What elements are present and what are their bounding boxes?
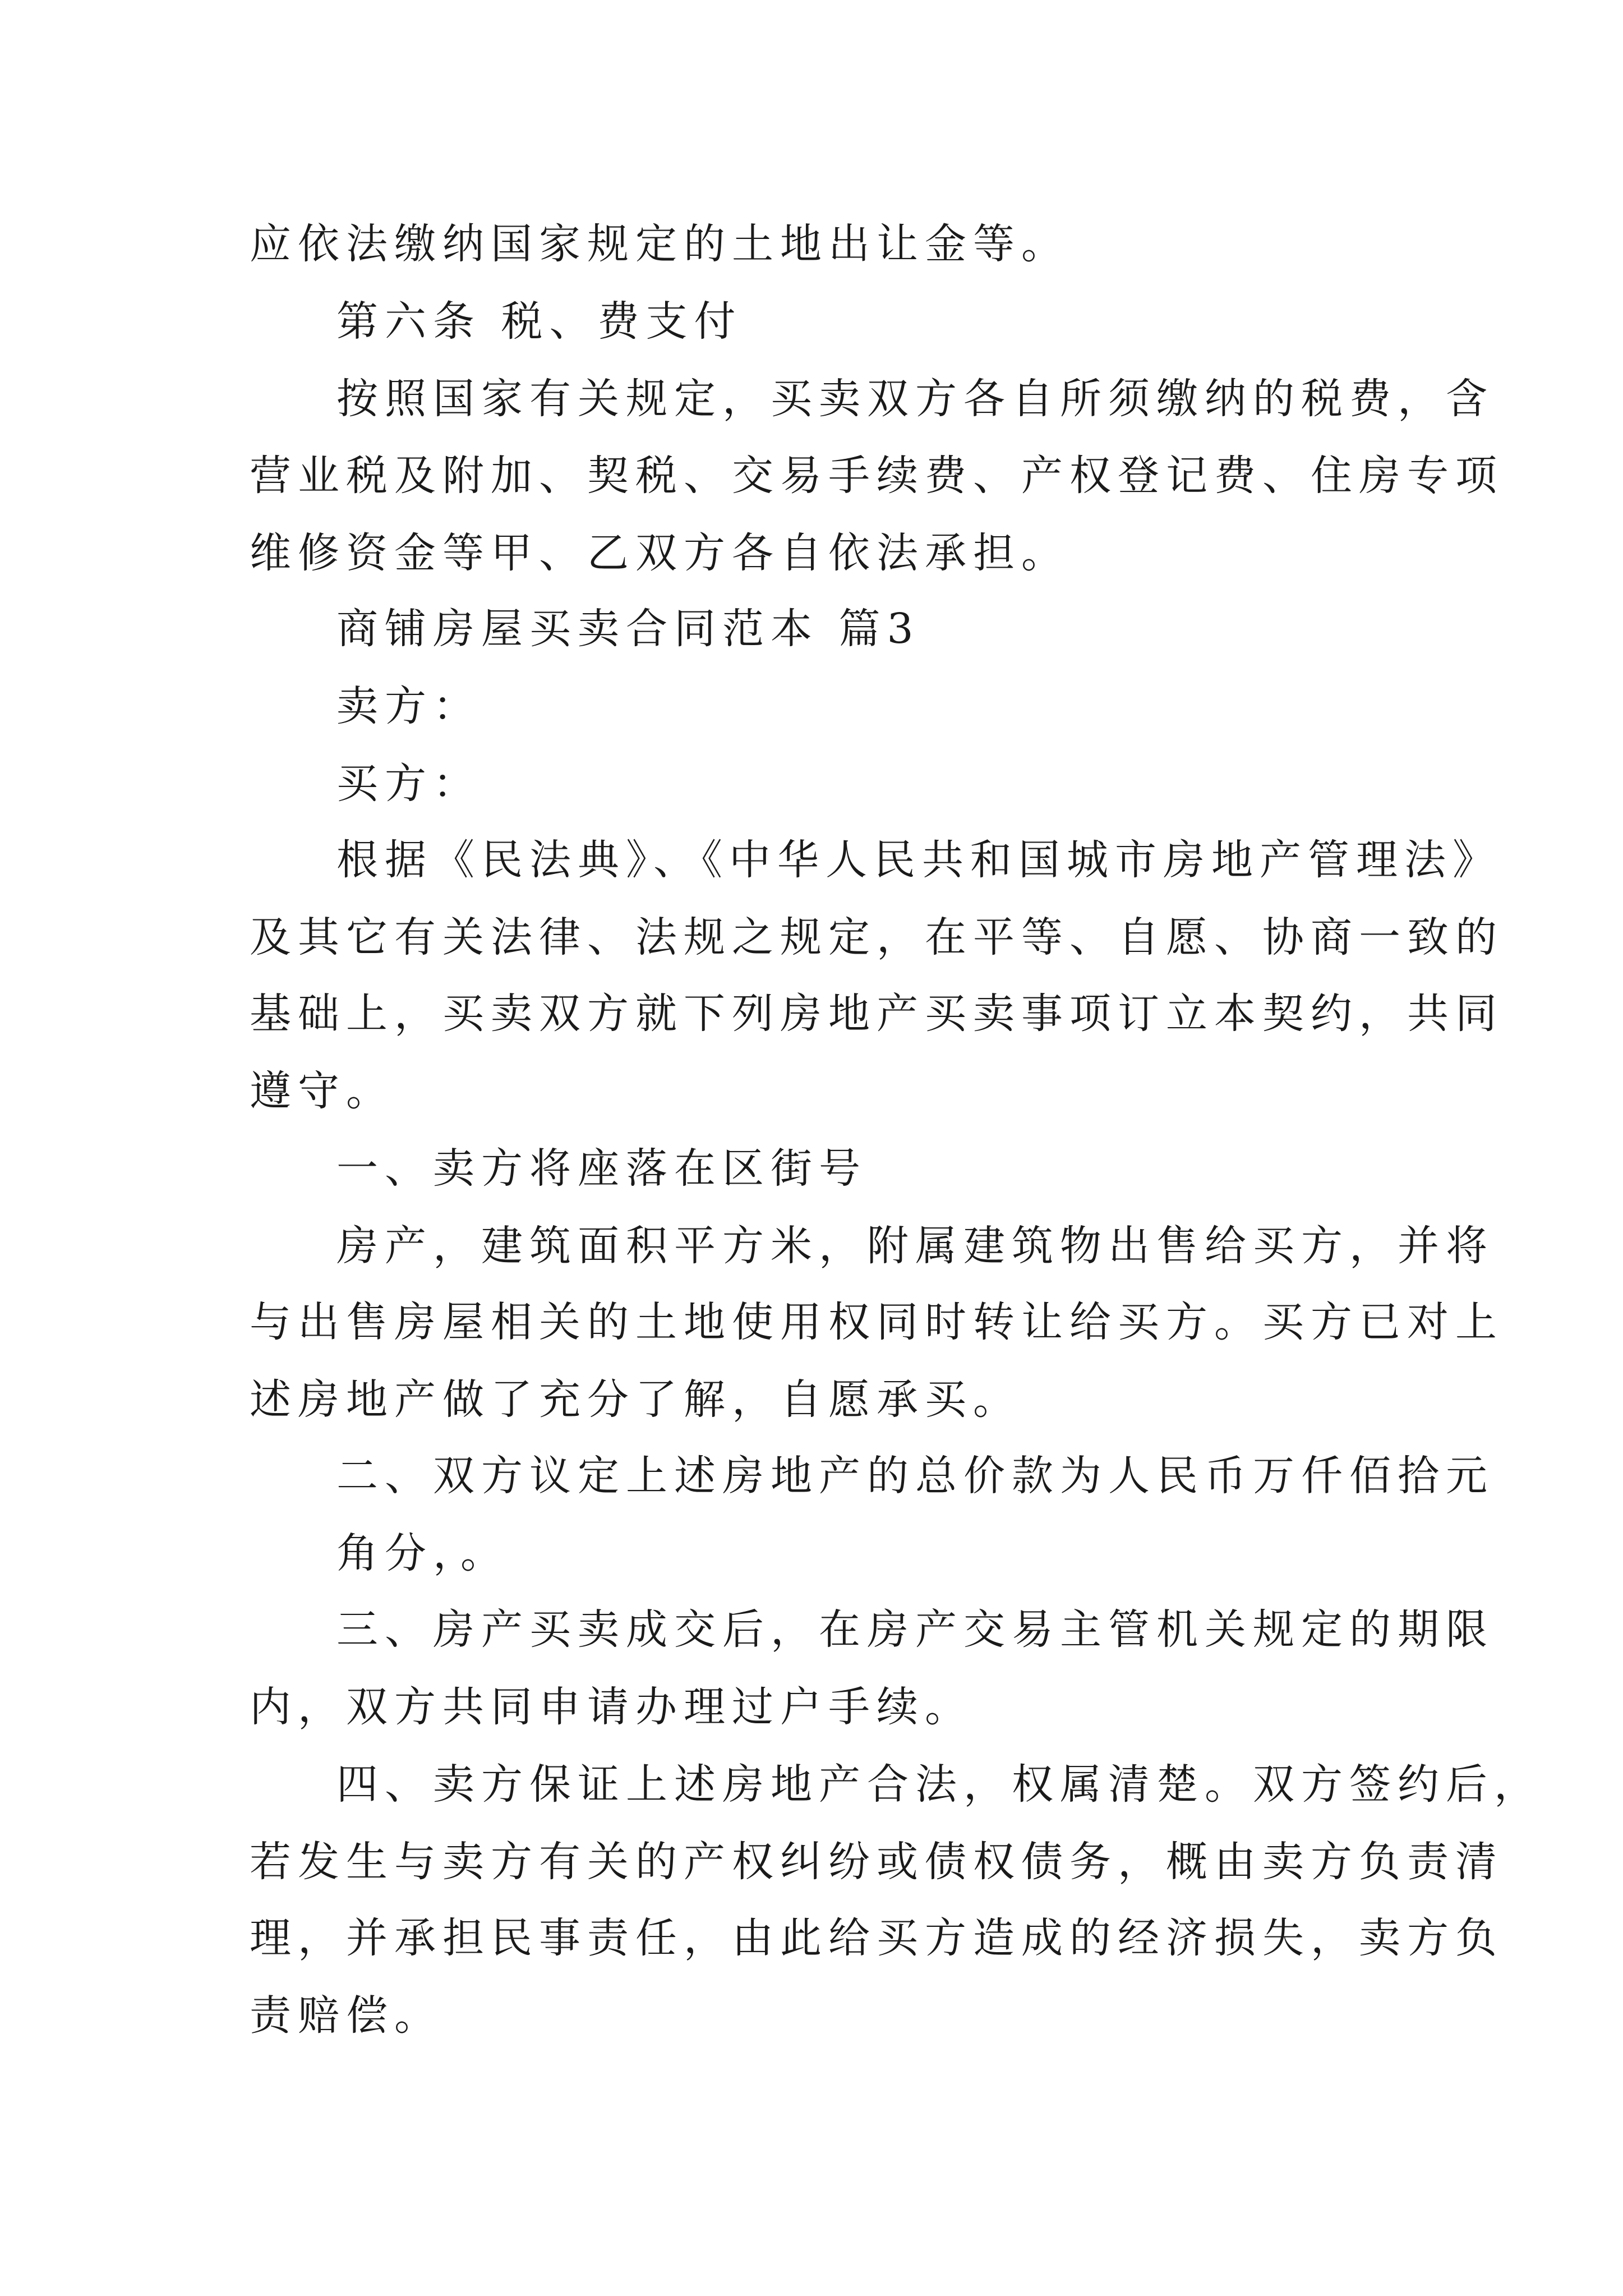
text-line-11: 基础上，买卖双方就下列房地产买卖事项订立本契约，共同 [250,990,1504,1038]
text-line-24: 责赔偿。 [250,1991,442,2040]
text-line-4: 营业税及附加、契税、交易手续费、产权登记费、住房专项 [250,452,1504,500]
clause-3-text: 三、房产买卖成交后，在房产交易主管机关规定的期限 [336,1605,1494,1654]
section-heading-article-6: 第六条 税、费支付 [336,297,743,346]
text-line-3: 按照国家有关规定，买卖双方各自所须缴纳的税费，含 [336,375,1494,423]
text-line-10: 及其它有关法律、法规之规定，在平等、自愿、协商一致的 [250,913,1504,961]
text-line-5: 维修资金等甲、乙双方各自依法承担。 [250,529,1069,577]
text-line-23: 理，并承担民事责任，由此给买方造成的经济损失，卖方负 [250,1914,1504,1962]
text-line-14: 房产，建筑面积平方米，附属建筑物出售给买方，并将 [336,1222,1494,1270]
contract-title-part-3: 商铺房屋买卖合同范本 篇3 [336,605,920,653]
text-line-20: 内，双方共同申请办理过户手续。 [250,1683,973,1731]
text-line-15: 与出售房屋相关的土地使用权同时转让给买方。买方已对上 [250,1298,1504,1346]
text-line-9: 根据《民法典》、《中华人民共和国城市房地产管理法》 [336,836,1501,884]
clause-1-heading: 一、卖方将座落在区街号 [336,1144,867,1193]
text-line-16: 述房地产做了充分了解，自愿承买。 [250,1375,1021,1424]
text-line-12: 遵守。 [250,1067,394,1115]
text-line-1: 应依法缴纳国家规定的土地出让金等。 [250,220,1069,268]
clause-2-text: 二、双方议定上述房地产的总价款为人民币万仟佰拾元 [336,1452,1494,1500]
text-line-22: 若发生与卖方有关的产权纠纷或债权债务，概由卖方负责清 [250,1838,1504,1886]
clause-4-text: 四、卖方保证上述房地产合法，权属清楚。双方签约后， [336,1760,1542,1809]
buyer-label: 买方： [336,760,481,808]
text-line-18: 角分，。 [336,1529,509,1577]
seller-label: 卖方： [336,682,481,730]
